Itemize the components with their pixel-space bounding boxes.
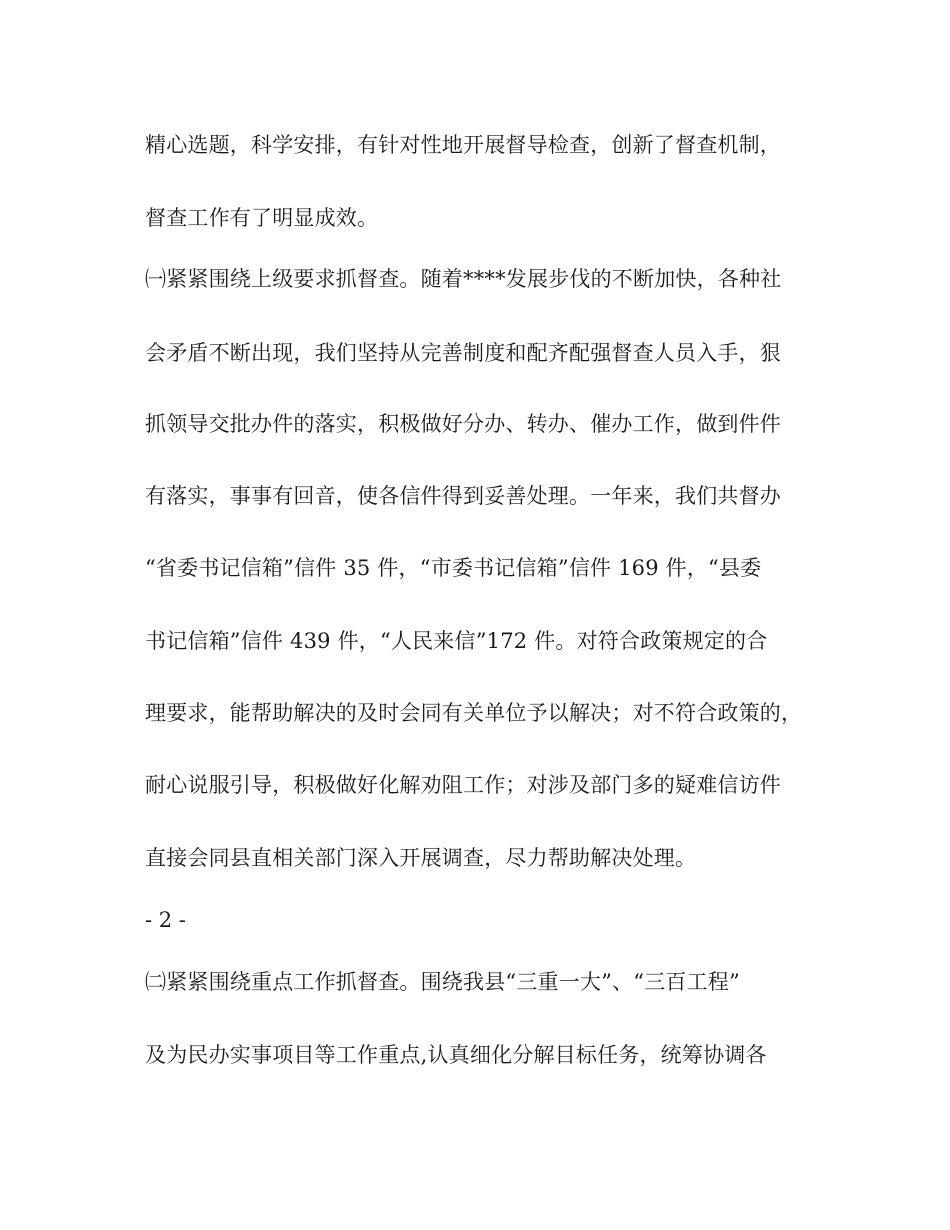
paragraph-line: 抓领导交批办件的落实，积极做好分办、转办、催办工作，做到件件 (145, 412, 781, 436)
paragraph-line: 督查工作有了明显成效。 (145, 206, 379, 230)
paragraph-line: 理要求，能帮助解决的及时会同有关单位予以解决；对不符合政策的， (145, 701, 803, 725)
paragraph-line: 直接会同县直相关部门深入开展调查，尽力帮助解决处理。 (145, 846, 697, 870)
paragraph-line: “省委书记信箱”信件 35 件，“市委书记信箱”信件 169 件，“县委 (145, 556, 762, 580)
paragraph-line: 书记信箱”信件 439 件，“人民来信”172 件。对符合政策规定的合 (145, 629, 768, 653)
paragraph-line: 会矛盾不断出现，我们坚持从完善制度和配齐配强督查人员入手，狠 (145, 341, 781, 365)
page-number: - 2 - (145, 908, 186, 932)
paragraph-line: 耐心说服引导，积极做好化解劝阻工作；对涉及部门多的疑难信访件 (145, 773, 781, 797)
section-heading-line: ㈡紧紧围绕重点工作抓督查。围绕我县“三重一大”、“三百工程” (145, 970, 740, 994)
section-heading-line: ㈠紧紧围绕上级要求抓督查。随着****发展步伐的不断加快，各种社 (145, 267, 782, 291)
paragraph-line: 有落实，事事有回音，使各信件得到妥善处理。一年来，我们共督办 (145, 484, 781, 508)
paragraph-line: 及为民办实事项目等工作重点,认真细化分解目标任务，统筹协调各 (145, 1043, 767, 1067)
paragraph-line: 精心选题，科学安排，有针对性地开展督导检查，创新了督查机制， (145, 133, 781, 157)
